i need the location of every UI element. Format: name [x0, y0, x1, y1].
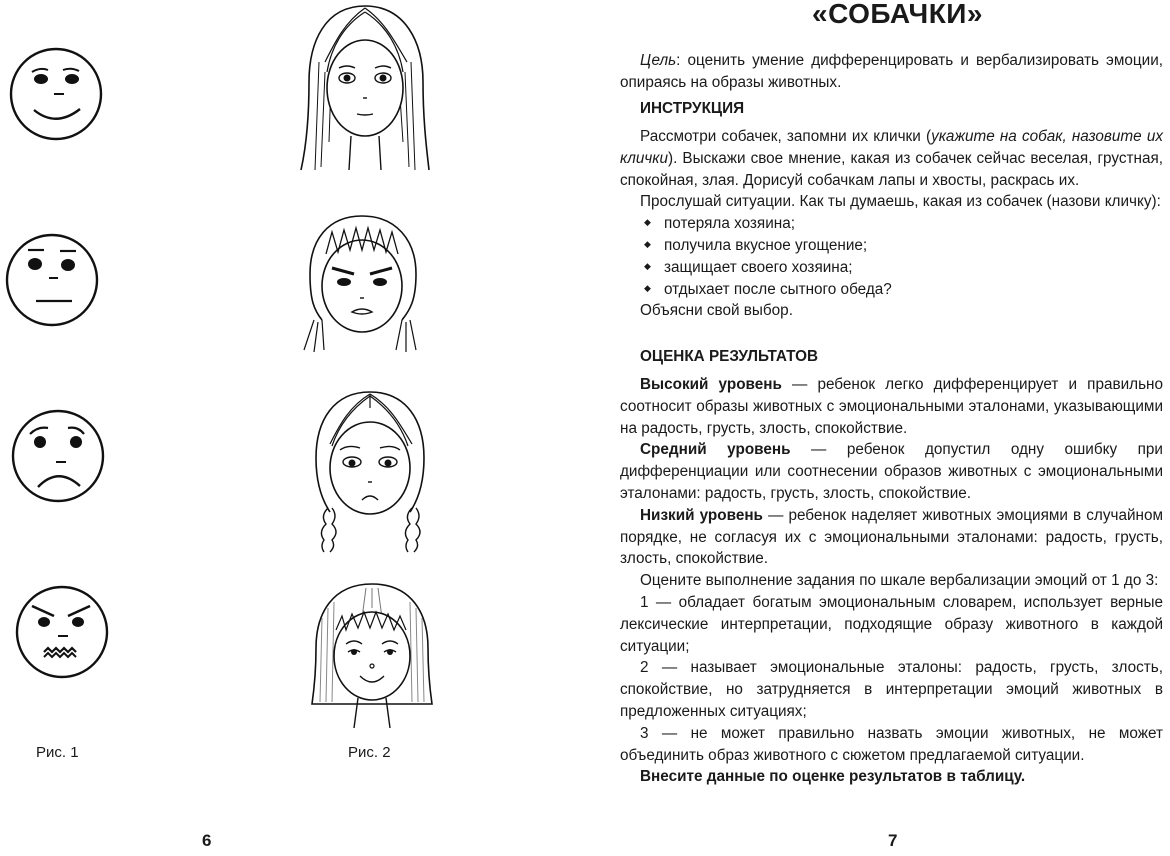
list-item: ◆ получила вкусное угощение; — [620, 235, 1163, 257]
smiley-neutral-figure — [4, 232, 100, 328]
list-item: ◆ защищает своего хозяина; — [620, 257, 1163, 279]
girl-face-sad-figure — [300, 388, 440, 560]
situations-list — [620, 213, 1163, 300]
mid-level-paragraph: Средний уровень — ребенок допустил одну ошибку при дифференциации или соотнесении образов животных с эмоциональными эталонами: радость, грусть, злость, спокойствие. — [620, 441, 1163, 502]
page-number-left: 6 — [202, 831, 212, 850]
scale-2: 2 — называет эмоциональные эталоны: радость, грусть, злость, спокойствие, но затрудняется в интерпретации эмоций животных в предложенных ситуациях; — [620, 659, 1163, 720]
instruction-paragraph-1: Рассмотри собачек, запомни их клички (укажите на собак, назовите их клички). Выскажи свое мнение, какая из собачек сейчас веселая, грустная, спокойная, злая. Дорисуй собачкам лапы и хвосты, раскрась их. — [620, 128, 1163, 189]
scale-1: 1 — обладает богатым эмоциональным словарем, использует верные лексические интерпретации, подходящие образу животного в каждой ситуации; — [620, 593, 1163, 655]
goal-paragraph — [620, 50, 1163, 94]
figure-2-caption: Рис. 2 — [348, 744, 391, 761]
instruction-heading: ИНСТРУКЦИЯ — [640, 100, 745, 117]
girl-face-happy-figure — [302, 578, 442, 738]
page-number-right: 7 — [888, 831, 898, 850]
figure-1-caption: Рис. 1 — [36, 744, 79, 761]
goal-text: : оценить умение дифференцировать и вербализировать эмоции, опираясь на образы животных. — [620, 52, 1163, 91]
right-page — [600, 0, 1170, 856]
instruction-block — [620, 126, 1163, 322]
final-instruction: Внесите данные по оценке результатов в таблицу. — [640, 768, 1026, 786]
list-item: ◆ потеряла хозяина; — [620, 213, 1163, 235]
girl-face-calm-figure — [295, 2, 435, 174]
goal-label: Цель — [640, 52, 677, 69]
smiley-sad-figure — [10, 408, 106, 504]
instruction-paragraph-2: Прослушай ситуации. Как ты думаешь, какая из собачек (назови кличку): — [640, 193, 1161, 211]
smiley-happy-figure — [8, 46, 104, 142]
scale-3: 3 — не может правильно назвать эмоции животных, не может объединить образ животного с сюжетом предлагаемой ситуации. — [620, 724, 1163, 764]
girl-face-angry-figure — [292, 210, 432, 362]
explain-line: Объясни свой выбор. — [640, 302, 793, 320]
results-block — [620, 374, 1163, 788]
page-title: «СОБАЧКИ» — [812, 0, 983, 29]
low-level-paragraph: Низкий уровень — ребенок наделяет животных эмоциями в случайном порядке, не согласуя их с эмоциональными эталонами: радость, грусть, злость, спокойствие. — [620, 506, 1163, 568]
smiley-angry-figure — [14, 584, 110, 680]
results-heading: ОЦЕНКА РЕЗУЛЬТАТОВ — [640, 348, 819, 365]
list-item: ◆ отдыхает после сытного обеда? — [620, 279, 1163, 301]
high-level-paragraph: Высокий уровень — ребенок легко дифференцирует и правильно соотносит образы животных с эмоциональными эталонами, указывающими на радость, грусть, злость, спокойствие. — [620, 376, 1163, 437]
scale-intro: Оцените выполнение задания по шкале вербализации эмоций от 1 до 3: — [640, 572, 1159, 590]
